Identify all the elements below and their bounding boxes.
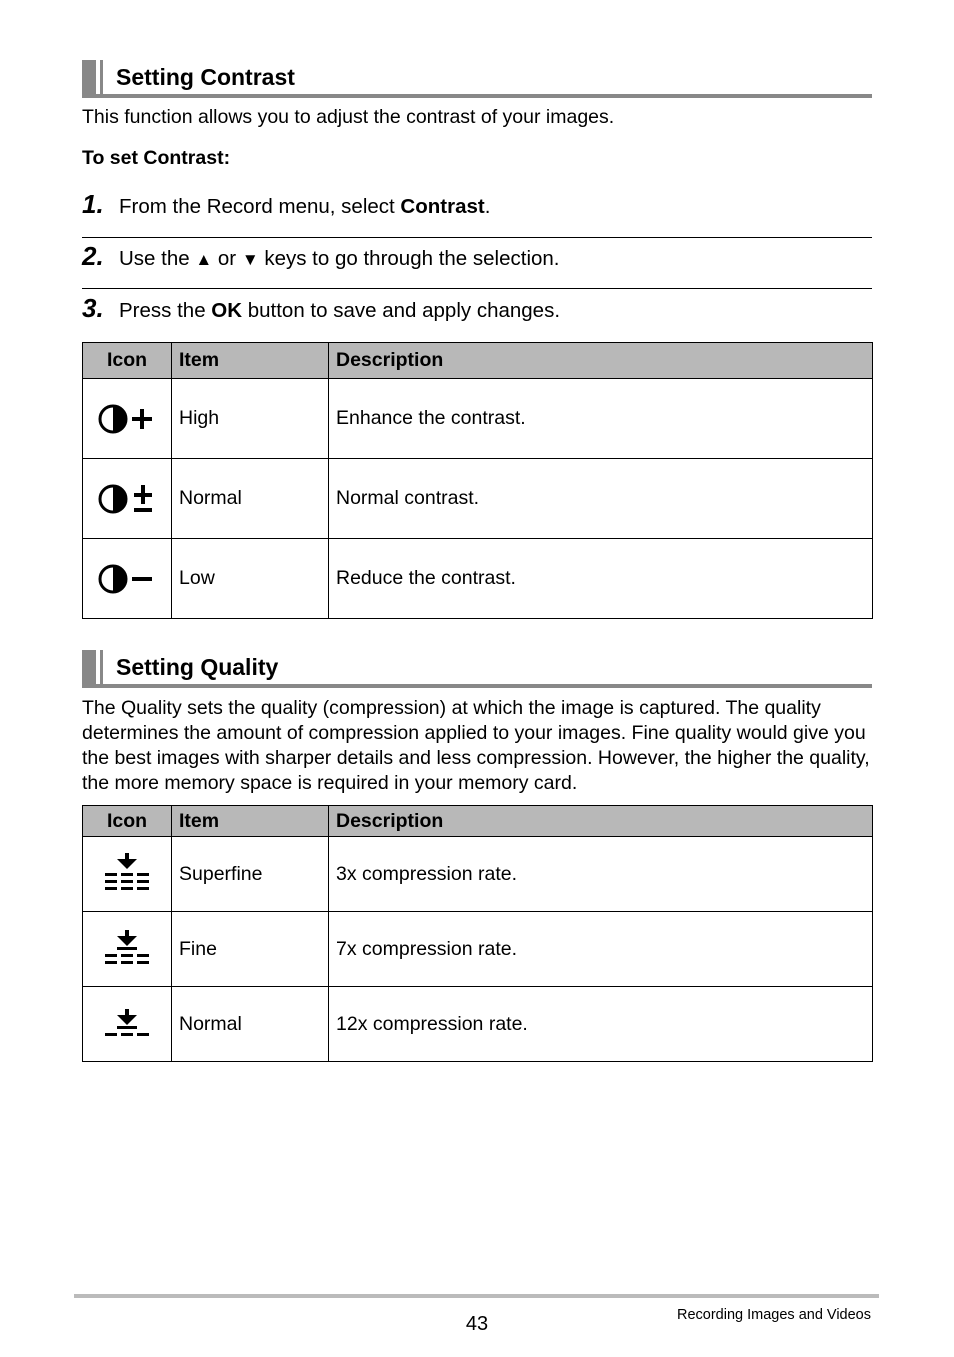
step-text: Press the OK button to save and apply changes. <box>119 299 561 322</box>
step-text: From the Record menu, select Contrast. <box>119 195 491 218</box>
item-cell: Superfine <box>172 837 329 912</box>
table-row <box>83 837 873 912</box>
item-cell: Fine <box>172 912 329 987</box>
contrast-low-icon <box>98 562 156 596</box>
description-cell: Enhance the contrast. <box>329 379 873 459</box>
col-header-icon: Icon <box>83 806 172 837</box>
quality-intro: The Quality sets the quality (compression) at which the image is captured. The quality determines the amount of compression applied to your images. Fine quality would give you the best images with sharper details and less compression. However, the higher the quality, the more memory space is required in your memory card. <box>82 697 870 794</box>
contrast-subheading: To set Contrast: <box>82 147 231 169</box>
step-1 <box>82 188 872 224</box>
section-title: Setting Quality <box>116 654 279 680</box>
description-cell: 3x compression rate. <box>329 837 873 912</box>
col-header-description: Description <box>329 806 873 837</box>
table-row <box>83 912 873 987</box>
contrast-high-icon <box>98 402 156 436</box>
item-cell: Low <box>172 539 329 619</box>
quality-table <box>82 805 873 1062</box>
step-2 <box>82 240 872 276</box>
description-cell: Normal contrast. <box>329 459 873 539</box>
quality-normal-icon <box>102 1007 152 1041</box>
step-divider <box>82 237 872 238</box>
col-header-item: Item <box>172 343 329 379</box>
col-header-icon: Icon <box>83 343 172 379</box>
table-row <box>83 987 873 1062</box>
table-header-row <box>83 806 873 837</box>
quality-fine-icon <box>102 930 152 968</box>
header-bar <box>82 60 96 94</box>
contrast-intro: This function allows you to adjust the contrast of your images. <box>82 106 615 128</box>
step-number: 2. <box>82 241 104 271</box>
down-arrow-icon: ▼ <box>241 250 259 269</box>
header-rule <box>82 94 872 98</box>
step-number: 1. <box>82 189 104 219</box>
section-header-contrast <box>82 60 872 98</box>
page-number: 43 <box>465 1313 489 1335</box>
contrast-normal-icon <box>98 482 156 516</box>
step-number: 3. <box>82 293 104 323</box>
table-row <box>83 459 873 539</box>
col-header-item: Item <box>172 806 329 837</box>
step-text: Use the ▲ or ▼ keys to go through the selection. <box>119 247 560 270</box>
table-header-row <box>83 343 873 379</box>
section-header-quality <box>82 650 872 688</box>
description-cell: 12x compression rate. <box>329 987 873 1062</box>
description-cell: 7x compression rate. <box>329 912 873 987</box>
header-bar <box>82 650 96 684</box>
header-bar-thin <box>100 650 103 684</box>
footer-rule <box>74 1294 879 1298</box>
contrast-table <box>82 342 873 619</box>
item-cell: High <box>172 379 329 459</box>
quality-superfine-icon <box>102 853 152 895</box>
up-arrow-icon: ▲ <box>195 250 213 269</box>
header-bar-thin <box>100 60 103 94</box>
description-cell: Reduce the contrast. <box>329 539 873 619</box>
section-title: Setting Contrast <box>116 64 295 90</box>
item-cell: Normal <box>172 459 329 539</box>
header-rule <box>82 684 872 688</box>
table-row <box>83 539 873 619</box>
item-cell: Normal <box>172 987 329 1062</box>
step-divider <box>82 288 872 289</box>
step-3 <box>82 292 872 328</box>
chapter-title: Recording Images and Videos <box>677 1307 871 1323</box>
col-header-description: Description <box>329 343 873 379</box>
table-row <box>83 379 873 459</box>
